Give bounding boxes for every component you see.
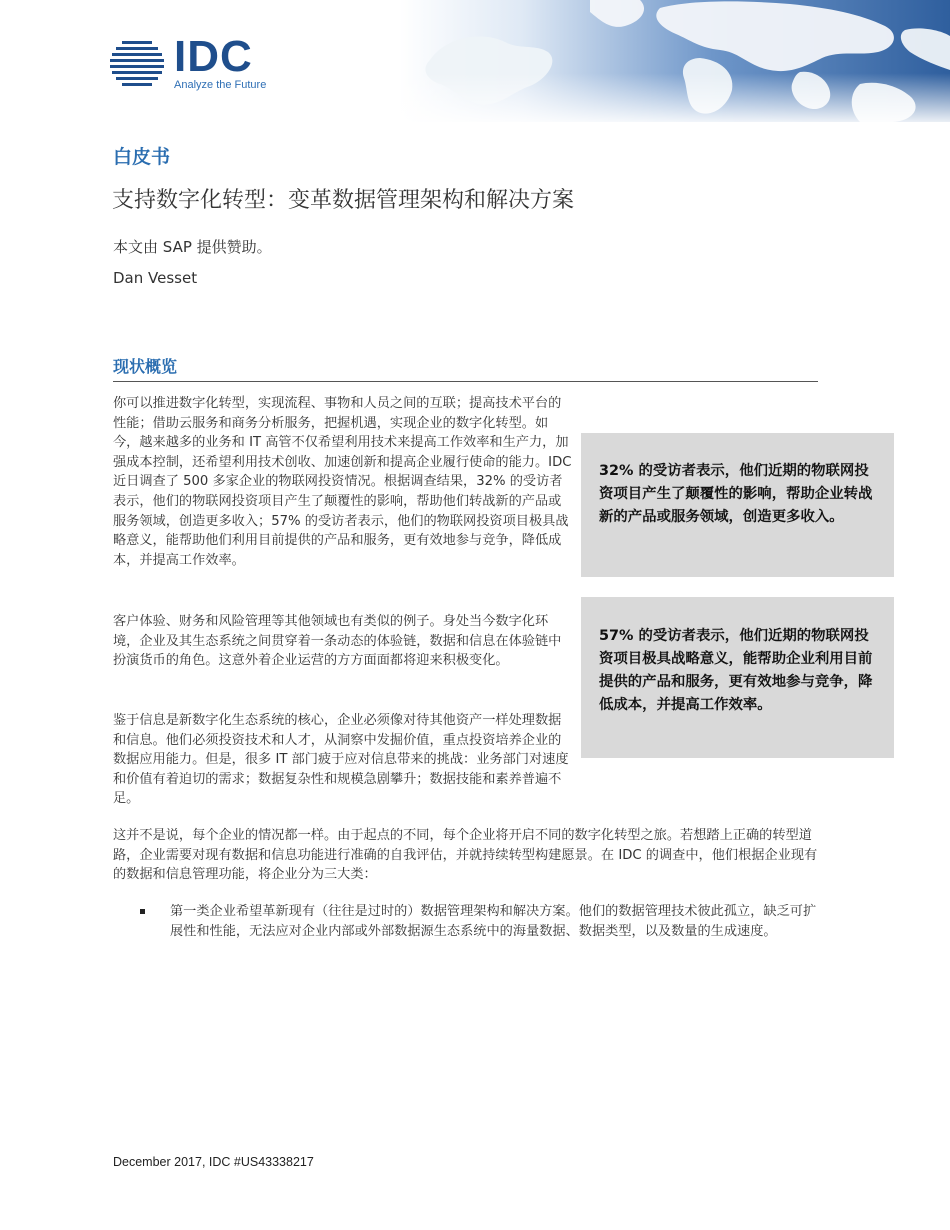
list-item-text: 第一类企业希望革新现有（往往是过时的）数据管理架构和解决方案。他们的数据管理技术彼此孤立，缺乏可扩展性和性能，无法应对企业内部或外部数据源生态系统中的海量数据、数据类型，以及数量的生成速度。 <box>170 904 817 939</box>
square-bullet-icon <box>140 909 145 914</box>
footer-doc-id: December 2017, IDC #US43338217 <box>113 1155 314 1169</box>
logo-tagline: Analyze the Future <box>174 79 267 91</box>
idc-logo <box>108 32 308 98</box>
callout-box-2: 57% 的受访者表示，他们近期的物联网投资项目极具战略意义，能帮助企业利用目前提供的产品和服务，更有效地参与竞争，降低成本，并提高工作效率。 <box>581 597 894 758</box>
logo-wordmark: IDC <box>174 32 253 81</box>
list-item <box>140 902 820 941</box>
author-name: Dan Vesset <box>113 269 198 287</box>
paragraph-4: 这并不是说，每个企业的情况都一样。由于起点的不同，每个企业将开启不同的数字化转型之旅。若想踏上正确的转型道路，企业需要对现有数据和信息功能进行准确的自我评估，并就持续转型构建愿景。在 IDC 的调查中，他们根据企业现有的数据和信息管理功能，将企业分为三大类： <box>113 828 818 883</box>
globe-stripes-icon <box>108 40 168 88</box>
sponsor-note: 本文由 SAP 提供赞助。 <box>113 238 272 256</box>
paragraph-1: 你可以推进数字化转型，实现流程、事物和人员之间的互联；提高技术平台的性能；借助云服务和商务分析服务，把握机遇，实现企业的数字化转型。如今，越来越多的业务和 IT 高管不仅希望利用技术来提高工作效率和生产力，加强成本控制，还希望利用技术创收、加速创新和提高企业履行使命的能力。IDC 近日调查了 500 多家企业的物联网投资情况。根据调查结果，32% 的受访者表示，他们的物联网投资项目产生了颠覆性的影响，帮助他们转战新的产品或服务领域，创造更多收入；57% 的受访者表示，他们的物联网投资项目极具战略意义，能帮助他们利用目前提供的产品和服务，更有效地参与竞争，降低成本，并提高工作效率。 <box>113 396 572 568</box>
section-heading: 现状概览 <box>113 357 178 376</box>
document-title: 支持数字化转型：变革数据管理架构和解决方案 <box>112 188 575 213</box>
paragraph-3: 鉴于信息是新数字化生态系统的核心，企业必须像对待其他资产一样处理数据和信息。他们必须投资技术和人才，从洞察中发掘价值，重点投资培养企业的数据应用能力。但是，很多 IT 部门疲于应对信息带来的挑战：业务部门对速度和价值有着迫切的需求；数据复杂性和规模急剧攀升；数据技能和素养普遍不足。 <box>113 713 569 807</box>
section-divider <box>113 381 818 382</box>
category-list <box>140 902 820 941</box>
paragraph-2: 客户体验、财务和风险管理等其他领域也有类似的例子。身处当今数字化环境，企业及其生态系统之间贯穿着一条动态的体验链，数据和信息在体验链中扮演货币的角色。这意外着企业运营的方方面面都将迎来积极变化。 <box>113 614 562 669</box>
header-banner <box>0 0 950 122</box>
callout-box-1: 32% 的受访者表示，他们近期的物联网投资项目产生了颠覆性的影响，帮助企业转战新的产品或服务领域，创造更多收入。 <box>581 433 894 577</box>
document-type-label: 白皮书 <box>113 146 171 168</box>
